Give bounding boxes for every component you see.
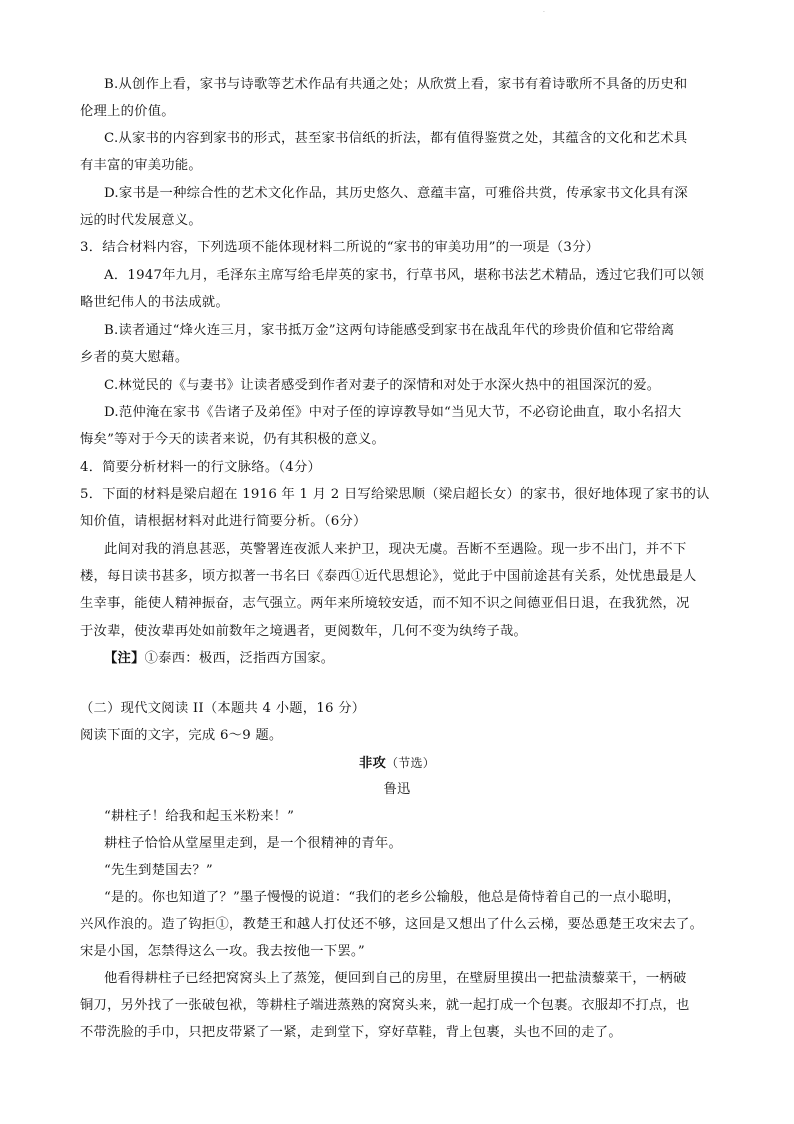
- q3-option-b-line1: B.读者通过“烽火连三月，家书抵万金”这两句诗能感受到家书在战乱年代的珍贵价值和它带给离: [104, 323, 675, 338]
- section2-instruction: 阅读下面的文字，完成 6～9 题。: [80, 728, 283, 743]
- passage-title-main: 非攻: [358, 756, 387, 771]
- corner-mark: ·: [543, 9, 545, 16]
- q5-passage-line1: 此间对我的消息甚恶，英警署连夜派人来护卫，现决无虞。吾断不至遇险。现一步不出门，并不下: [104, 542, 687, 557]
- passage-p5-line3: 不带洗脸的手巾，只把皮带紧了一紧，走到堂下，穿好草鞋，背上包裹，头也不回的走了。: [80, 1025, 622, 1040]
- q3-option-a-line1: A．1947年九月，毛泽东主席写给毛岸英的家书，行草书风，堪称书法艺术精品，透过它我们可以领: [104, 268, 705, 283]
- passage-p1-line1: “耕柱子！给我和起玉米粉来！”: [104, 809, 295, 824]
- passage-title: [0, 754, 794, 773]
- q3-option-c-line1: C.林觉民的《与妻书》让读者感受到作者对妻子的深情和对处于水深火热中的祖国深沉的爱。: [104, 378, 661, 393]
- q5-note: [104, 650, 720, 668]
- note-text: ①泰西：极西，泛指西方国家。: [144, 651, 335, 666]
- note-mark: 【注】: [104, 651, 145, 666]
- q5-passage-line4: 于汝辈，使汝辈再处如前数年之境遇者，更阅数年，几何不变为纨绔子哉。: [80, 624, 528, 639]
- q2-option-c-line2: 有丰富的审美功能。: [80, 158, 202, 173]
- q3-stem: 3．结合材料内容，下列选项不能体现材料二所说的“家书的审美功用”的一项是（3分）: [80, 240, 600, 255]
- q5-passage-line2: 楼，每日读书甚多，顷方拟著一书名曰《泰西①近代思想论》，觉此于中国前途甚有关系，处忧患最是人: [80, 569, 697, 584]
- q2-option-b-line1: B.从创作上看，家书与诗歌等艺术作品有共通之处；从欣赏上看，家书有着诗歌所不具备的历史和: [104, 77, 688, 92]
- passage-author: 鲁迅: [383, 782, 411, 797]
- passage-p4-line1: “是的。你也知道了？”墨子慢慢的说道：“我们的老乡公输般，他总是倚恃着自己的一点小聪明，: [104, 890, 681, 905]
- q2-option-d-line1: D.家书是一种综合性的艺术文化作品，其历史悠久、意蕴丰富，可雅俗共赏，传承家书文化具有深: [104, 186, 688, 201]
- passage-p3-line1: “先生到楚国去？”: [104, 863, 213, 878]
- section2-heading: （二）现代文阅读 II（本题共 4 小题，16 分）: [80, 701, 366, 716]
- passage-p5-line2: 铜刀，另外找了一张破包袱，等耕柱子端进蒸熟的窝窝头来，就一起打成一个包裹。衣服却不打点，也: [80, 998, 690, 1013]
- q3-option-a-line2: 略世纪伟人的书法成就。: [80, 295, 230, 310]
- q4-stem: 4．简要分析材料一的行文脉络。（4分）: [80, 460, 322, 475]
- q5-passage-line3: 生幸事，能使人精神振奋，志气强立。两年来所境较安适，而不知不识之间德亚佀日退，在我犹然，况: [80, 596, 690, 611]
- q3-option-d-line1: D.范仲淹在家书《告诸子及弟侄》中对子侄的谆谆教导如“当见大节，不必窃论曲直，取小名招大: [104, 405, 682, 420]
- passage-p4-line2: 兴风作浪的。造了钩拒①，教楚王和越人打仗还不够，这回是又想出了什么云梯，要怂恿楚王攻宋去了。: [80, 917, 704, 932]
- q2-option-c-line1: C.从家书的内容到家书的形式，甚至家书信纸的折法，都有值得鉴赏之处，其蕴含的文化和艺术具: [104, 131, 688, 146]
- q5-stem-line2: 知价值，请根据材料对此进行简要分析。（6分）: [80, 514, 367, 529]
- passage-title-suffix: （节选）: [386, 756, 436, 770]
- q3-option-b-line2: 乡者的莫大慰藉。: [80, 350, 189, 365]
- passage-p4-line3: 宋是小国，怎禁得这么一攻。我去按他一下罢。”: [80, 944, 365, 959]
- passage-p2-line1: 耕柱子恰恰从堂屋里走到，是一个很精神的青年。: [104, 836, 403, 851]
- q3-option-d-line2: 悔矣”等对于今天的读者来说，仍有其积极的意义。: [80, 432, 386, 447]
- passage-p5-line1: 他看得耕柱子已经把窝窝头上了蒸笼，便回到自己的房里，在壁厨里摸出一把盐渍藜菜干，一柄破: [104, 971, 687, 986]
- q5-stem-line1: 5．下面的材料是梁启超在 1916 年 1 月 2 日写给梁思顺（梁启超长女）的家书，很好地体现了家书的认: [80, 487, 710, 502]
- q2-option-d-line2: 远的时代发展意义。: [80, 213, 202, 228]
- q2-option-b-line2: 伦理上的价值。: [80, 104, 175, 119]
